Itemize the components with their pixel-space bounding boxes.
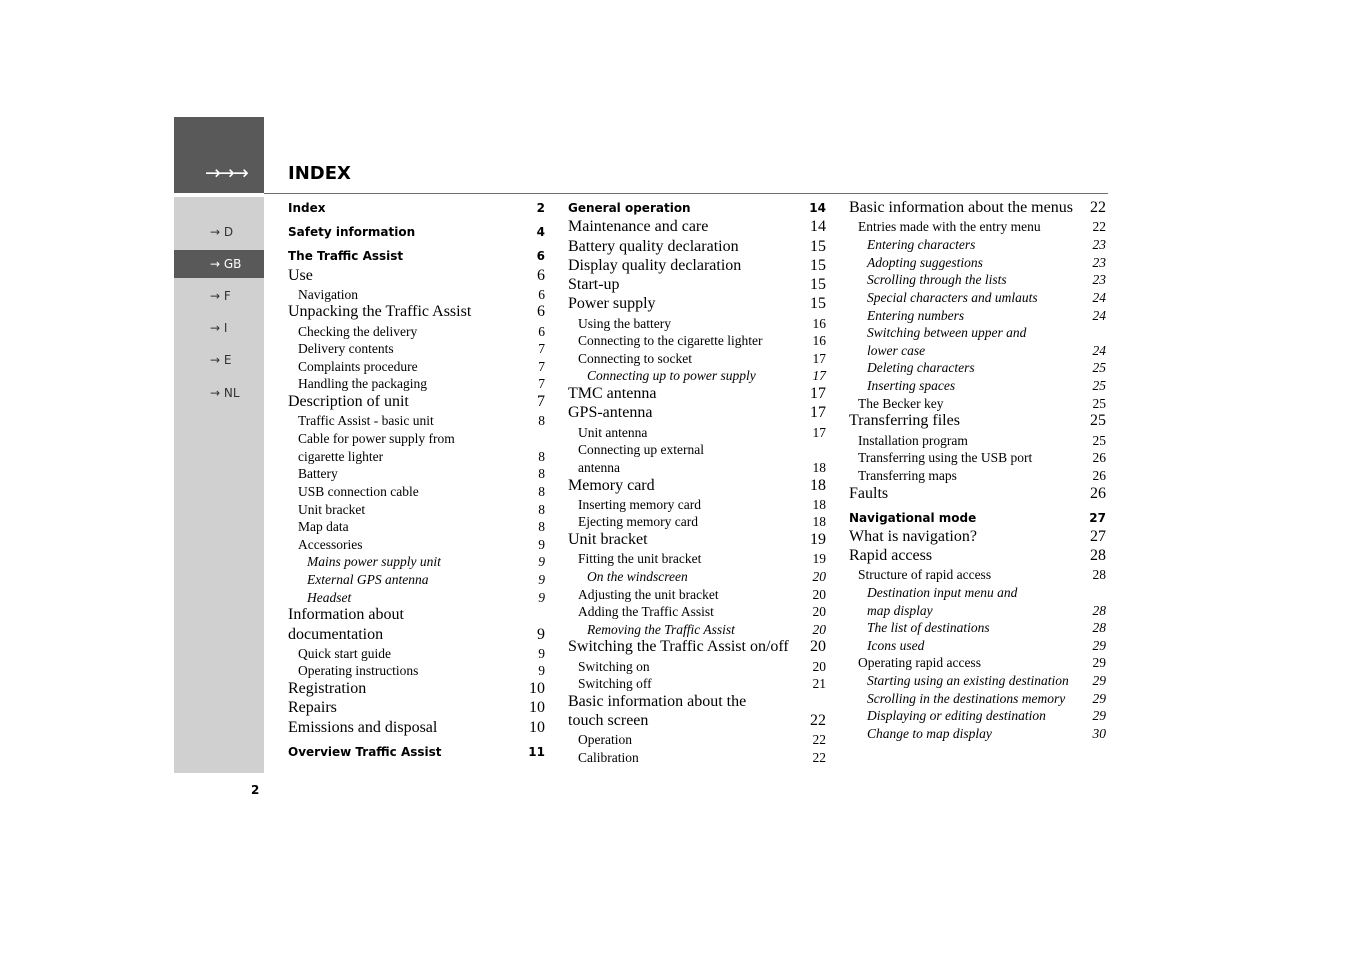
index-entry: Unit bracket [568, 531, 648, 548]
index-entry: Start-up [568, 276, 620, 293]
index-page-number: 25 [1090, 412, 1106, 429]
index-page-number: 21 [812, 676, 826, 691]
index-page-number: 18 [810, 477, 826, 494]
index-entry: GPS-antenna [568, 404, 653, 421]
index-entry: Transferring files [849, 412, 960, 429]
index-page-number: 9 [538, 572, 545, 587]
index-entry: Removing the Traffic Assist [587, 622, 735, 637]
index-page-number: 23 [1092, 272, 1106, 287]
language-tab[interactable] [174, 282, 264, 310]
index-page-number: 28 [1092, 567, 1106, 582]
index-entry: Displaying or editing destination [867, 708, 1046, 723]
index-entry: Rapid access [849, 547, 933, 564]
language-tab-label: → E [210, 353, 232, 367]
language-tab[interactable] [174, 218, 264, 246]
index-page-number: 6 [537, 267, 545, 284]
index-entry: Use [288, 267, 313, 284]
index-page-number: 25 [1092, 396, 1106, 411]
index-entry: Navigation [298, 287, 358, 302]
index-entry: Safety information [288, 225, 416, 239]
index-entry: Inserting memory card [578, 497, 701, 512]
index-entry: Adding the Traffic Assist [578, 604, 714, 619]
index-page-number: 19 [812, 551, 826, 566]
index-page-number: 9 [538, 554, 545, 569]
index-entry: Fitting the unit bracket [578, 551, 702, 566]
language-tab[interactable] [174, 314, 264, 342]
index-entry: Using the battery [578, 316, 671, 331]
language-tab-label: → NL [210, 386, 240, 400]
index-page-number: 17 [812, 425, 826, 440]
index-page-number: 25 [1092, 378, 1106, 393]
index-page-number: 26 [1090, 485, 1106, 502]
index-page-number: 8 [538, 413, 545, 428]
index-entry: The Becker key [858, 396, 944, 411]
index-entry: Structure of rapid access [858, 567, 992, 582]
index-page-number: 22 [1092, 219, 1106, 234]
index-page-number: 28 [1090, 547, 1106, 564]
index-page-number: 8 [538, 449, 545, 464]
page-number: 2 [251, 783, 260, 797]
index-entry: Ejecting memory card [578, 514, 698, 529]
index-page-number: 16 [812, 316, 826, 331]
index-entry: Handling the packaging [298, 376, 427, 391]
index-page-number: 20 [812, 569, 826, 584]
index-entry: Navigational mode [849, 511, 977, 525]
index-entry: Quick start guide [298, 646, 391, 661]
index-page-number: 28 [1092, 603, 1106, 618]
index-page-number: 20 [812, 659, 826, 674]
title-divider [264, 193, 1108, 194]
language-tab[interactable] [174, 250, 264, 278]
language-tab[interactable] [174, 379, 264, 407]
index-entry: Operating rapid access [858, 655, 981, 670]
index-entry: documentation [288, 626, 384, 643]
index-entry: cigarette lighter [298, 449, 384, 464]
index-page-number: 17 [812, 368, 826, 383]
index-entry: The Traffic Assist [288, 249, 404, 263]
index-entry: Basic information about the [568, 693, 747, 710]
index-entry: Scrolling in the destinations memory [867, 691, 1066, 706]
index-page-number: 29 [1092, 638, 1106, 653]
index-entry: Starting using an existing destination [867, 673, 1069, 688]
index-page-number: 20 [812, 587, 826, 602]
index-entry: Battery quality declaration [568, 238, 739, 255]
index-page-number: 7 [537, 393, 545, 410]
index-entry: Basic information about the menus [849, 199, 1073, 216]
index-entry: Complaints procedure [298, 359, 418, 374]
index-entry: Entering numbers [867, 308, 965, 323]
index-entry: Transferring maps [858, 468, 957, 483]
index-entry: General operation [568, 201, 691, 215]
index-page-number: 15 [810, 295, 826, 312]
index-page-number: 26 [1092, 468, 1106, 483]
index-page-number: 25 [1092, 433, 1106, 448]
index-entry: Emissions and disposal [288, 719, 438, 736]
index-page-number: 10 [529, 680, 545, 697]
index-entry: Entering characters [867, 237, 976, 252]
index-entry: Connecting to the cigarette lighter [578, 333, 763, 348]
index-entry: Switching on [578, 659, 650, 674]
index-page-number: 22 [812, 750, 826, 765]
index-entry: Registration [288, 680, 367, 697]
page-title: INDEX [288, 163, 351, 184]
index-entry: Repairs [288, 699, 337, 716]
index-page-number: 6 [536, 249, 545, 263]
index-page-number: 22 [810, 712, 826, 729]
index-page-number: 9 [538, 646, 545, 661]
index-page-number: 7 [538, 341, 545, 356]
index-page-number: 27 [1089, 511, 1106, 525]
index-page-number: 24 [1092, 343, 1106, 358]
index-page-number: 14 [809, 201, 826, 215]
index-entry: Power supply [568, 295, 656, 312]
index-entry: touch screen [568, 712, 649, 729]
language-tab-label: → I [210, 321, 228, 335]
index-entry: What is navigation? [849, 528, 977, 545]
index-entry: Inserting spaces [867, 378, 956, 393]
index-page-number: 20 [812, 604, 826, 619]
arrows-icon: →→→ [205, 162, 247, 184]
index-entry: Adopting suggestions [867, 255, 983, 270]
index-page-number: 18 [812, 497, 826, 512]
index-entry: Maintenance and care [568, 218, 709, 235]
index-page-number: 28 [1092, 620, 1106, 635]
index-page-number: 9 [537, 626, 545, 643]
index-entry: Unit antenna [578, 425, 648, 440]
index-page-number: 29 [1092, 691, 1106, 706]
index-entry: Overview Traffic Assist [288, 745, 442, 759]
index-entry: Description of unit [288, 393, 409, 410]
index-page-number: 6 [538, 324, 545, 339]
index-entry: External GPS antenna [307, 572, 429, 587]
index-entry: Operation [578, 732, 632, 747]
index-page-number: 24 [1092, 308, 1106, 323]
language-tab[interactable] [174, 346, 264, 374]
index-entry: Display quality declaration [568, 257, 742, 274]
index-page-number: 29 [1092, 673, 1106, 688]
index-page-number: 6 [538, 287, 545, 302]
index-page-number: 9 [538, 590, 545, 605]
index-page-number: 8 [538, 466, 545, 481]
index-page-number: 8 [538, 502, 545, 517]
index-entry: Switching the Traffic Assist on/off [568, 638, 789, 655]
index-entry: Destination input menu and [867, 585, 1018, 600]
index-entry: Calibration [578, 750, 639, 765]
index-entry: Connecting to socket [578, 351, 692, 366]
index-entry: Memory card [568, 477, 655, 494]
index-entry: TMC antenna [568, 385, 657, 402]
index-page-number: 20 [810, 638, 826, 655]
index-page-number: 2 [536, 201, 545, 215]
index-entry: Entries made with the entry menu [858, 219, 1041, 234]
index-entry: Battery [298, 466, 338, 481]
index-entry: Mains power supply unit [307, 554, 441, 569]
index-entry: lower case [867, 343, 926, 358]
index-entry: Special characters and umlauts [867, 290, 1038, 305]
index-page-number: 15 [810, 257, 826, 274]
index-entry: Transferring using the USB port [858, 450, 1033, 465]
index-page-number: 4 [536, 225, 545, 239]
index-entry: Information about [288, 606, 404, 623]
index-entry: Unpacking the Traffic Assist [288, 303, 472, 320]
index-entry: Change to map display [867, 726, 992, 741]
index-page-number: 16 [812, 333, 826, 348]
index-page-number: 24 [1092, 290, 1106, 305]
index-page-number: 11 [528, 745, 545, 759]
index-page-number: 17 [812, 351, 826, 366]
index-page-number: 25 [1092, 360, 1106, 375]
index-page-number: 8 [538, 484, 545, 499]
index-entry: Traffic Assist - basic unit [298, 413, 434, 428]
index-page-number: 8 [538, 519, 545, 534]
index-entry: On the windscreen [587, 569, 688, 584]
index-page-number: 10 [529, 699, 545, 716]
index-page-number: 15 [810, 276, 826, 293]
index-entry: Checking the delivery [298, 324, 418, 339]
index-entry: Switching off [578, 676, 652, 691]
index-entry: Map data [298, 519, 349, 534]
index-page-number: 7 [538, 359, 545, 374]
index-page-number: 23 [1092, 255, 1106, 270]
index-entry: Unit bracket [298, 502, 366, 517]
sidebar-header-block [174, 117, 264, 193]
index-entry: Installation program [858, 433, 968, 448]
index-entry: Operating instructions [298, 663, 419, 678]
index-page-number: 23 [1092, 237, 1106, 252]
index-entry: Delivery contents [298, 341, 394, 356]
index-entry: Connecting up external [578, 442, 704, 457]
index-page-number: 22 [812, 732, 826, 747]
index-entry: The list of destinations [867, 620, 990, 635]
index-page-number: 19 [810, 531, 826, 548]
index-entry: Switching between upper and [867, 325, 1027, 340]
index-page-number: 18 [812, 514, 826, 529]
index-page-number: 9 [538, 537, 545, 552]
index-entry: Deleting characters [867, 360, 975, 375]
language-tab-label: → D [210, 225, 234, 239]
index-page-number: 7 [538, 376, 545, 391]
index-page-number: 22 [1090, 199, 1106, 216]
index-page-number: 18 [812, 460, 826, 475]
language-tab-label: → F [210, 289, 231, 303]
index-entry: Index [288, 201, 326, 215]
index-entry: Connecting up to power supply [587, 368, 756, 383]
index-entry: Adjusting the unit bracket [578, 587, 719, 602]
index-page-number: 17 [810, 404, 826, 421]
index-entry: USB connection cable [298, 484, 419, 499]
index-page-number: 29 [1092, 655, 1106, 670]
index-entry: Scrolling through the lists [867, 272, 1007, 287]
index-entry: Cable for power supply from [298, 431, 455, 446]
index-page-number: 14 [810, 218, 826, 235]
language-tab-label: → GB [210, 257, 242, 271]
index-page-number: 26 [1092, 450, 1106, 465]
index-page-number: 30 [1092, 726, 1106, 741]
index-page-number: 20 [812, 622, 826, 637]
index-entry: Headset [307, 590, 352, 605]
index-page-number: 29 [1092, 708, 1106, 723]
index-page-number: 27 [1090, 528, 1106, 545]
index-entry: Accessories [298, 537, 363, 552]
index-entry: map display [867, 603, 933, 618]
index-page-number: 9 [538, 663, 545, 678]
index-page-number: 10 [529, 719, 545, 736]
index-entry: Icons used [867, 638, 925, 653]
index-page-number: 15 [810, 238, 826, 255]
index-entry: Faults [849, 485, 889, 502]
index-page-number: 17 [810, 385, 826, 402]
index-page-number: 6 [537, 303, 545, 320]
index-entry: antenna [578, 460, 620, 475]
